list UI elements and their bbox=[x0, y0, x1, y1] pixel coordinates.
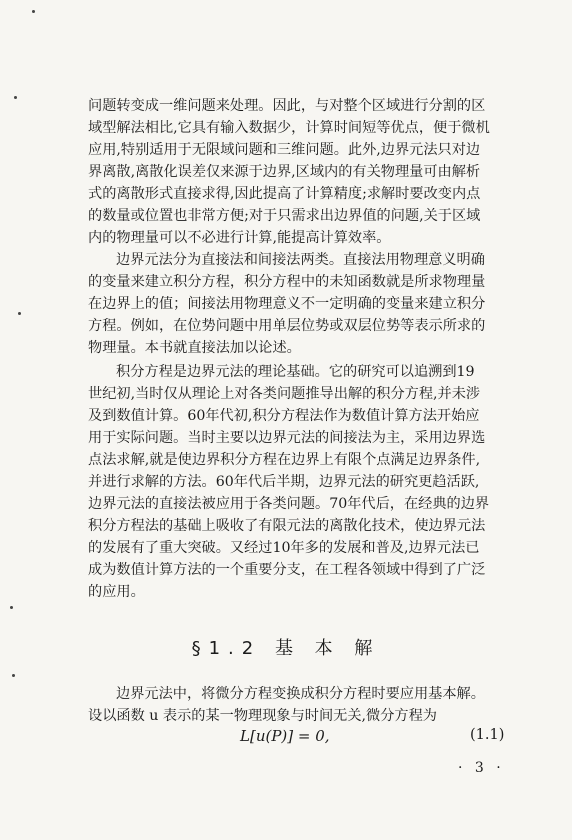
text-line: 积分方程法的基础上吸收了有限元法的离散化技术，使边界元法 bbox=[88, 518, 486, 534]
text-line: 用于实际问题。当时主要以边界元法的间接法为主，采用边界选 bbox=[88, 430, 486, 446]
text-line: 边界元法中，将微分方程变换成积分方程时要应用基本解。 bbox=[116, 686, 485, 702]
text-line: 在边界上的值；间接法用物理意义不一定明确的变量来建立积分 bbox=[88, 296, 486, 312]
text-line: 及到数值计算。60年代初,积分方程法作为数值计算方法开始应 bbox=[88, 408, 480, 424]
text-line: 点法求解,就是使边界积分方程在边界上有限个点满足边界条件, bbox=[88, 452, 481, 468]
text-line: 式的离散形式直接求得,因此提高了计算精度;求解时要改变内点 bbox=[88, 186, 481, 202]
text-line: 的数量或位置也非常方便;对于只需求出边界值的问题,关于区域 bbox=[88, 208, 481, 224]
text-line: 域型解法相比,它具有输入数据少，计算时间短等优点，便于微机 bbox=[88, 120, 490, 136]
scan-speck bbox=[32, 10, 35, 13]
text-line: 内的物理量可以不必进行计算,能提高计算效率。 bbox=[88, 230, 391, 246]
text-line: 方程。例如，在位势问题中用单层位势或双层位势等表示所求的 bbox=[88, 318, 486, 334]
equation: L[u(P)] = 0, bbox=[240, 727, 330, 745]
text-line: 设以函数 u 表示的某一物理现象与时间无关,微分方程为 bbox=[88, 708, 437, 724]
scan-speck bbox=[18, 312, 21, 315]
text-line: 的变量来建立积分方程，积分方程中的未知函数就是所求物理量 bbox=[88, 274, 486, 290]
text-line: 应用,特别适用于无限域问题和三维问题。此外,边界元法只对边 bbox=[88, 142, 481, 158]
text-line: 的发展有了重大突破。又经过10年多的发展和普及,边界元法已 bbox=[88, 540, 480, 556]
text-line: 物理量。本书就直接法加以论述。 bbox=[88, 340, 301, 356]
equation-number: (1.1) bbox=[470, 727, 505, 743]
scan-speck bbox=[12, 674, 15, 677]
text-line: 界离散,离散化误差仅来源于边界,区域内的有关物理量可由解析 bbox=[88, 164, 481, 180]
section-heading: §1.2 基 本 解 bbox=[191, 638, 381, 659]
scan-speck bbox=[10, 606, 13, 609]
text-line: 成为数值计算方法的一个重要分支，在工程各领域中得到了广泛 bbox=[88, 562, 486, 578]
page-number: · 3 · bbox=[458, 760, 505, 776]
text-line: 并进行求解的方法。60年代后半期，边界元法的研究更趋活跃, bbox=[88, 474, 480, 490]
text-line: 边界元法的直接法被应用于各类问题。70年代后，在经典的边界 bbox=[88, 496, 490, 512]
text-line: 问题转变成一维问题来处理。因此，与对整个区域进行分割的区 bbox=[88, 98, 486, 114]
scan-speck bbox=[14, 96, 17, 99]
text-line: 世纪初,当时仅从理论上对各类问题推导出解的积分方程,并未涉 bbox=[88, 386, 481, 402]
text-line: 的应用。 bbox=[88, 584, 145, 600]
text-line: 积分方程是边界元法的理论基础。它的研究可以追溯到19 bbox=[116, 364, 475, 380]
text-line: 边界元法分为直接法和间接法两类。直接法用物理意义明确 bbox=[116, 252, 485, 268]
